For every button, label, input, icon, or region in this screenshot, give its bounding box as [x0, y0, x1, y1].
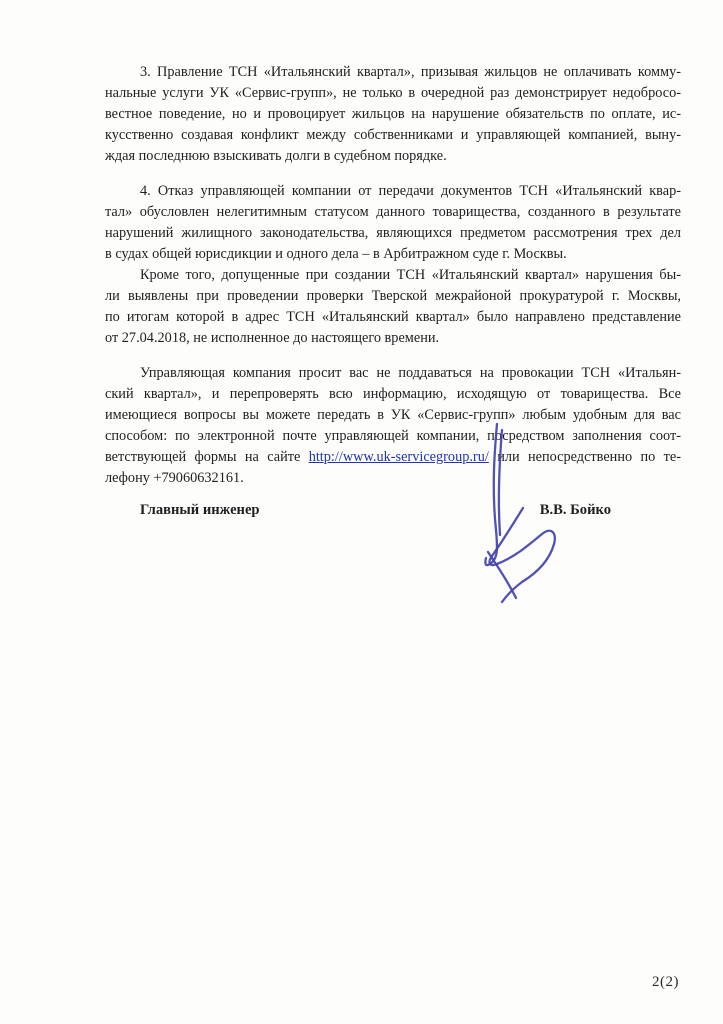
text-line: в судах общей юрисдикции и одного дела – в Арбитражном суде г. Москвы.: [105, 246, 567, 262]
text-line: от 27.04.2018, не исполненное до настоящего времени.: [105, 330, 440, 346]
text-line: ли выявлены при проведении проверки Тверской межрайоной прокуратурой г. Москвы,: [105, 288, 681, 304]
letter-text: [105, 62, 681, 489]
website-link[interactable]: http://www.uk-servicegroup.ru/: [308, 449, 489, 465]
text-line: ский квартал», и перепроверять всю информацию, исходящую от товарищества. Все: [105, 386, 681, 402]
text-line: ждая последнюю взыскивать долги в судебном порядке.: [105, 148, 447, 164]
text-line: Управляющая компания просит вас не поддаваться на провокации ТСН «Итальян-: [140, 365, 681, 381]
text-line: 3. Правление ТСН «Итальянский квартал», призывая жильцов не оплачивать комму-: [140, 64, 681, 80]
text-line: Кроме того, допущенные при создании ТСН «Итальянский квартал» нарушения бы-: [140, 267, 681, 283]
signature-block: [105, 500, 681, 521]
text-line: 4. Отказ управляющей компании от передачи документов ТСН «Итальянский квар-: [140, 183, 681, 199]
page-number-label: 2(2): [652, 974, 679, 990]
paragraph-4: [105, 363, 681, 489]
text-line: нарушений жилищного законодательства, являющихся предметом рассмотрения трех дел: [105, 225, 681, 241]
signatory-name-label: В.В. Бойко: [539, 502, 611, 518]
text-line: вестное поведение, но и провоцирует жильцов на нарушение обязательств по оплате, ис-: [105, 106, 681, 122]
paragraph-3: [105, 265, 681, 349]
text-line: кусственно создавая конфликт между собственниками и управляющей компанией, выну-: [105, 127, 681, 143]
text-line: нальные услуги УК «Сервис-групп», не только в очередной раз демонстрирует недобросо-: [105, 85, 681, 101]
text-line: [105, 447, 681, 468]
paragraph-2: [105, 181, 681, 265]
text-line: по итогам которой в адрес ТСН «Итальянский квартал» было направлено представление: [105, 309, 681, 325]
signature-role-label: Главный инженер: [140, 502, 260, 518]
text-line: тал» обусловлен нелегитимным статусом данного товарищества, созданного в результате: [105, 204, 681, 220]
text-line: имеющиеся вопросы вы можете передать в УК «Сервис-групп» любым удобным для вас: [105, 407, 681, 423]
paragraph-1: [105, 62, 681, 167]
text-line: лефону +79060632161.: [105, 470, 244, 486]
document-body: [105, 62, 681, 521]
text-segment: или непосредственно по те-: [488, 449, 681, 465]
text-line: способом: по электронной почте управляющей компании, посредством заполнения соот-: [105, 428, 681, 444]
text-segment: ветствующей формы на сайте: [105, 449, 309, 465]
